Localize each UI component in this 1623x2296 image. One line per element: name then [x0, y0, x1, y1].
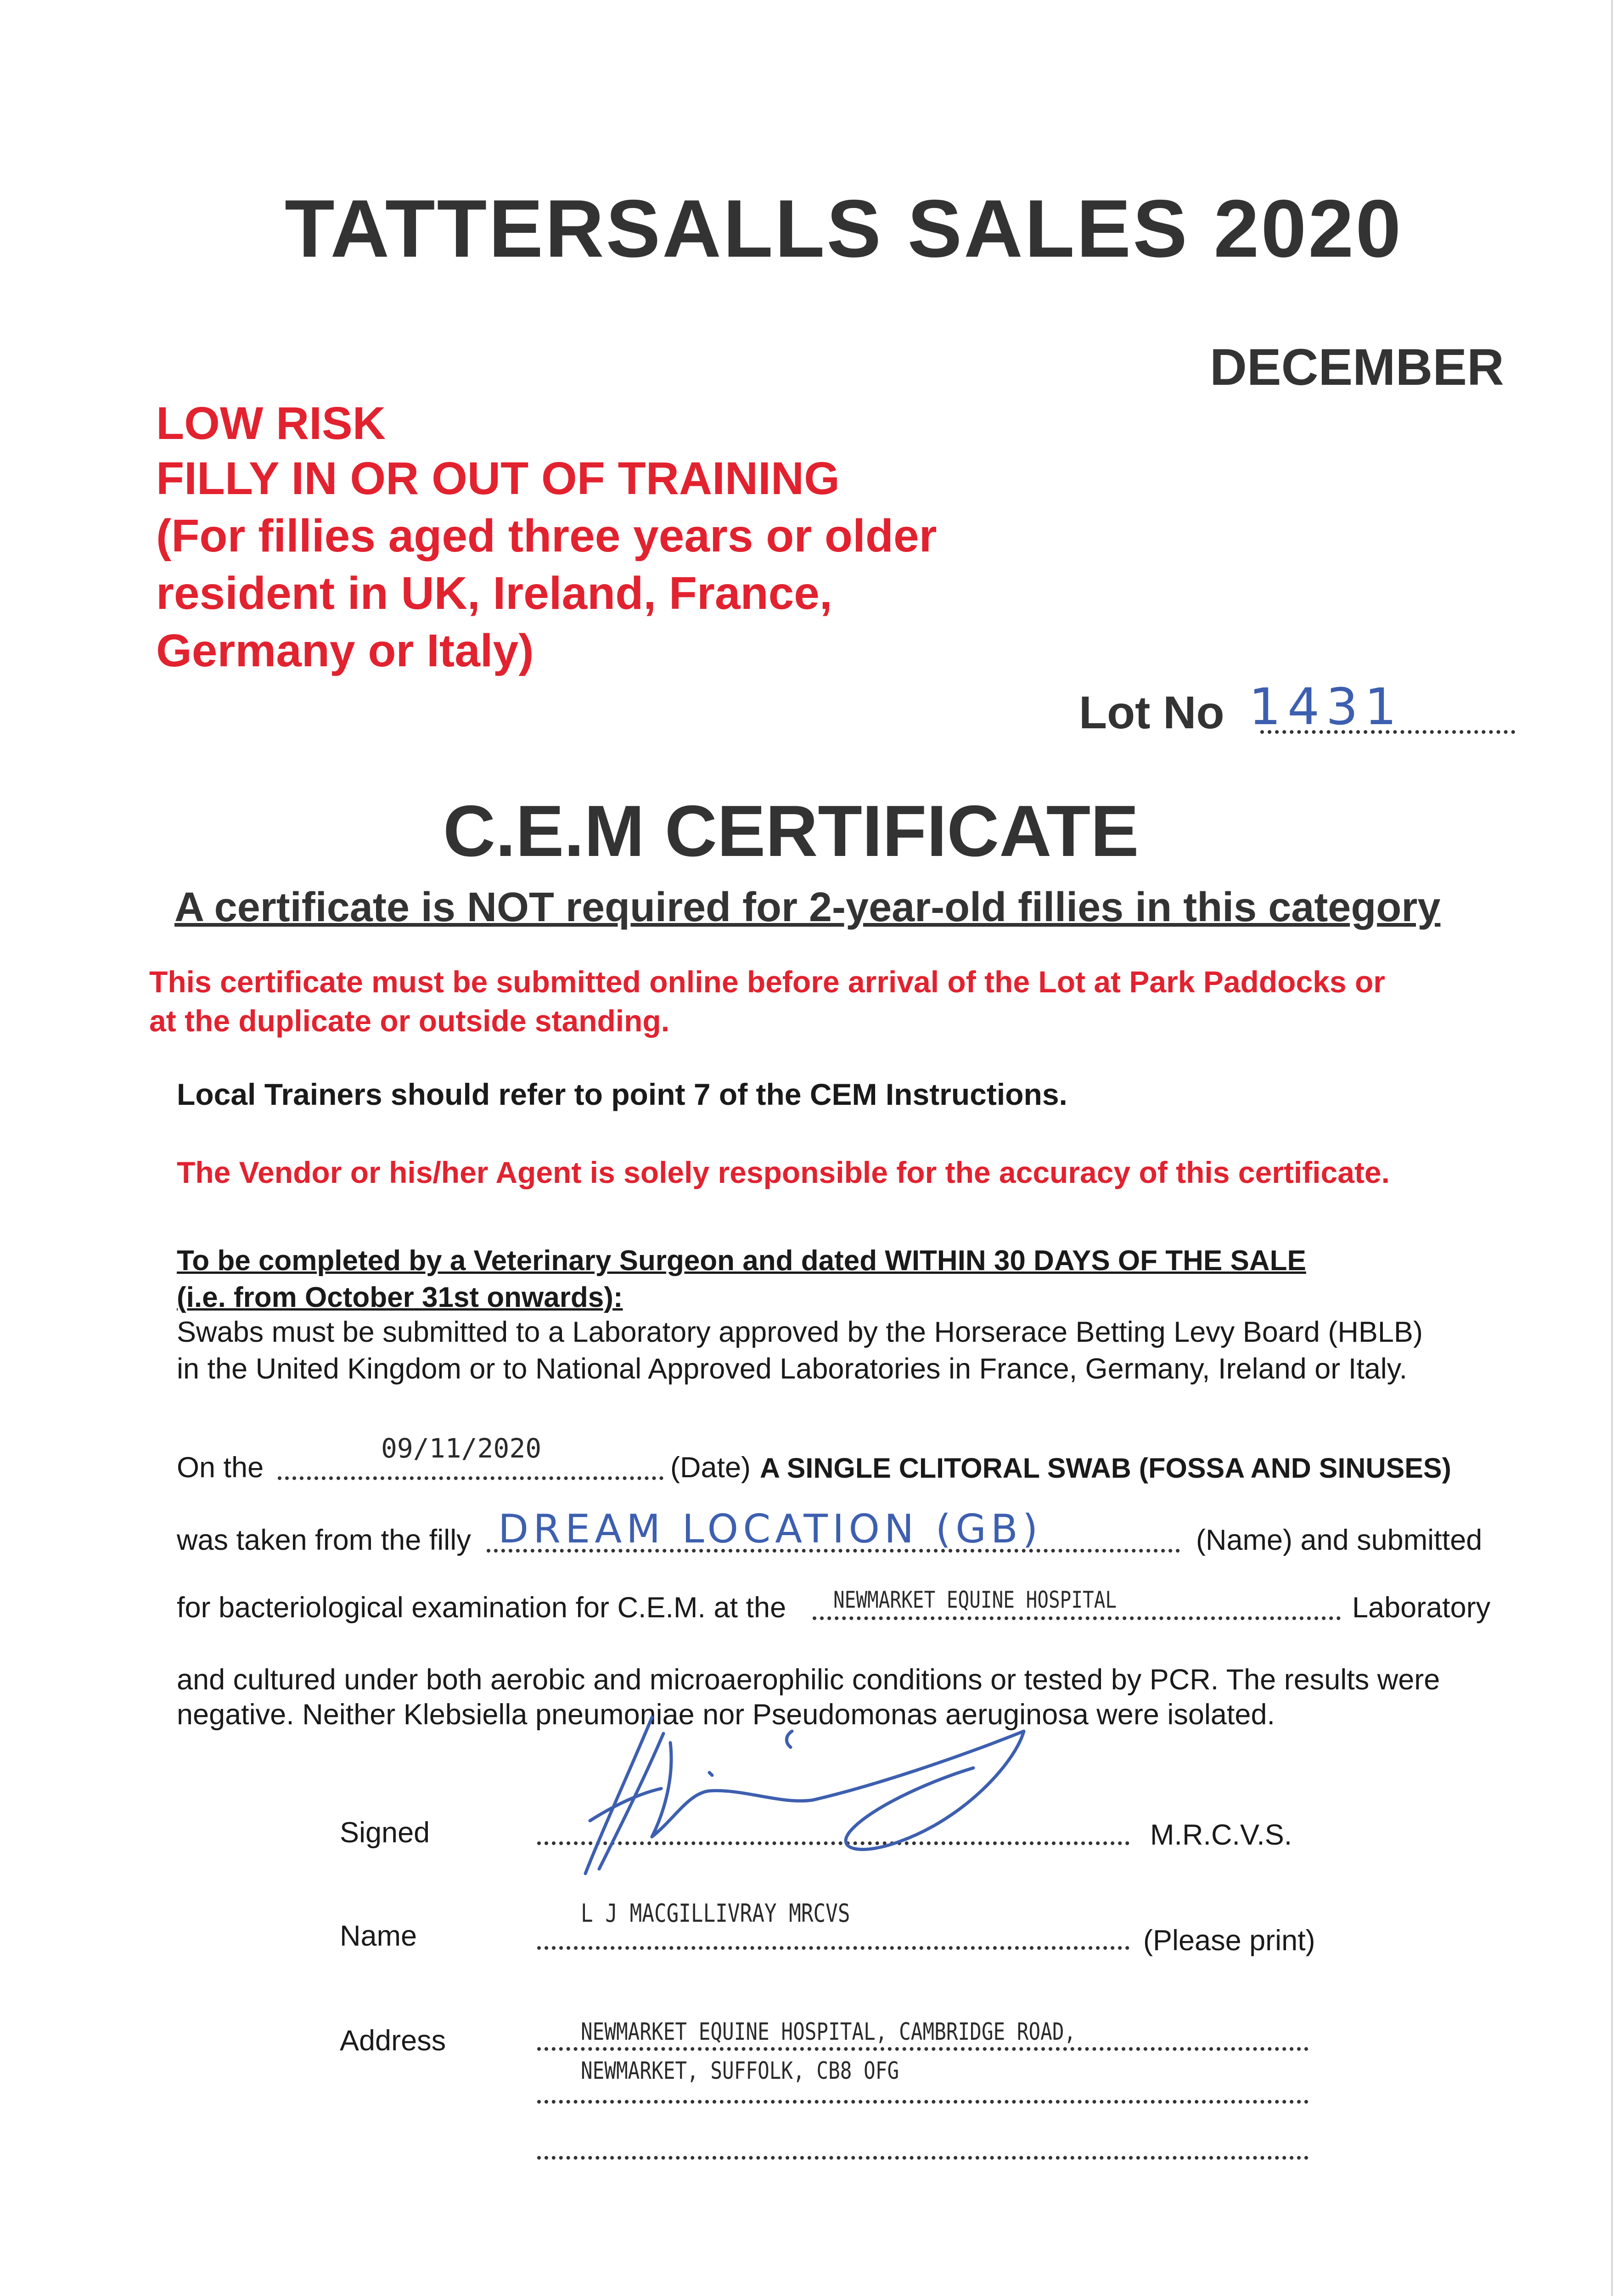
on-the-label: On the	[177, 1452, 264, 1484]
signed-label: Signed	[340, 1817, 430, 1849]
local-trainers-notice: Local Trainers should refer to point 7 of the CEM Instructions.	[177, 1077, 1067, 1111]
certificate-title: C.E.M CERTIFICATE	[443, 791, 1139, 872]
category-line-5: Germany or Italy)	[156, 625, 534, 676]
name-suffix: (Name) and submitted	[1196, 1524, 1483, 1556]
address-dotted-line-1	[537, 2047, 1309, 2051]
results-line-2: negative. Neither Klebsiella pneumoniae nor Pseudomonas aeruginosa were isolated.	[177, 1699, 1275, 1731]
vet-heading-line-1: To be completed by a Veterinary Surgeon and dated WITHIN 30 DAYS OF THE SALE	[177, 1245, 1306, 1277]
swab-description: A SINGLE CLITORAL SWAB (FOSSA AND SINUSES)	[760, 1452, 1451, 1484]
date-suffix: (Date)	[670, 1452, 751, 1484]
submit-notice-line-1: This certificate must be submitted online before arrival of the Lot at Park Paddocks or	[149, 965, 1385, 999]
exam-text: for bacteriological examination for C.E.M. at the	[177, 1592, 786, 1624]
name-label: Name	[340, 1920, 417, 1952]
vet-name-value: L J MACGILLIVRAY MRCVS	[581, 1899, 850, 1928]
category-line-1: LOW RISK	[156, 398, 386, 449]
address-dotted-line-3	[537, 2156, 1309, 2160]
vet-heading-line-2: (i.e. from October 31st onwards):	[177, 1282, 623, 1313]
sale-month: DECEMBER	[1210, 338, 1504, 396]
document-title: TATTERSALLS SALES 2020	[285, 183, 1403, 274]
filly-name-handwritten: DREAM LOCATION (GB)	[498, 1506, 1043, 1552]
results-line-1: and cultured under both aerobic and microaerophilic conditions or tested by PCR. The results were	[177, 1664, 1440, 1696]
swab-date-value: 09/11/2020	[381, 1433, 542, 1464]
address-line-1: NEWMARKET EQUINE HOSPITAL, CAMBRIDGE ROAD,	[581, 2018, 1076, 2046]
lot-label: Lot No	[1079, 687, 1224, 738]
laboratory-value: NEWMARKET EQUINE HOSPITAL	[833, 1587, 1117, 1613]
lab-suffix: Laboratory	[1352, 1592, 1491, 1624]
category-line-3: (For fillies aged three years or older	[156, 510, 937, 562]
address-dotted-line-2	[537, 2100, 1309, 2104]
name-dotted-line	[537, 1946, 1129, 1950]
not-required-notice: A certificate is NOT required for 2-year-old fillies in this category	[174, 884, 1441, 930]
swabs-text-line-2: in the United Kingdom or to National Approved Laboratories in France, Germany, Ireland or Italy.	[177, 1353, 1408, 1385]
address-line-2: NEWMARKET, SUFFOLK, CB8 OFG	[581, 2057, 899, 2085]
lot-number-handwritten: 1431	[1249, 677, 1403, 736]
swabs-text-line-1: Swabs must be submitted to a Laboratory approved by the Horserace Betting Levy Board (HBLB)	[177, 1316, 1423, 1348]
name-suffix-print: (Please print)	[1143, 1925, 1315, 1957]
vendor-notice: The Vendor or his/her Agent is solely responsible for the accuracy of this certificate.	[177, 1155, 1390, 1189]
signed-suffix: M.R.C.V.S.	[1150, 1819, 1292, 1851]
category-line-4: resident in UK, Ireland, France,	[156, 568, 832, 619]
submit-notice-line-2: at the duplicate or outside standing.	[149, 1004, 670, 1038]
category-line-2: FILLY IN OR OUT OF TRAINING	[156, 453, 840, 504]
taken-from-label: was taken from the filly	[177, 1524, 471, 1556]
address-label: Address	[340, 2025, 446, 2057]
